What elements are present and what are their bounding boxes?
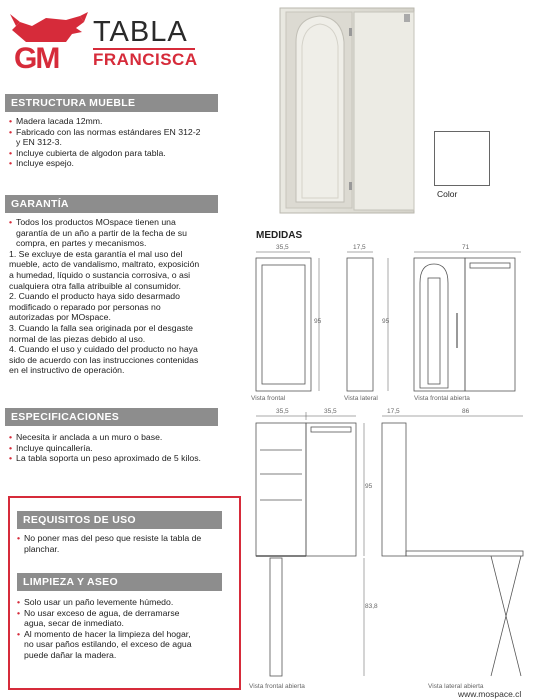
list-item: • Fabricado con las normas estándares EN 312-2 y EN 312-3. [9, 126, 201, 148]
list-item: • Al momento de hacer la limpieza del hogar, no usar paños estilando, el exceso de agua puede dañar la madera. [17, 628, 192, 660]
especificaciones-list [9, 432, 239, 464]
list-item: • Incluye quincallería. [9, 442, 93, 453]
dim-side-width: 17,5 [353, 244, 366, 251]
section-header-requisitos: REQUISITOS DE USO [17, 511, 222, 529]
estructura-list [9, 116, 234, 169]
garantia-conditions: 1. Se excluye de esta garantía el mal uso del mueble, acto de vandalismo, maltrato, exposición a humedad, líquido o sustancia corrosiva, o asi cualquiera otra falla atribuible al consumidor. 2. Cuando el producto haya sido desarmado modificado o reparado por personas no autorizadas por MOspace. 3. Cuando la falla sea originada por el desgaste normal de las piezas debido al uso. 4. Cuando el uso y cuidado del producto no haya sido de acuerdo con las instrucciones contenidas en el instructivo de operación. [9, 248, 200, 376]
list-item: • No poner mas del peso que resiste la tabla de planchar. [17, 533, 202, 554]
dimension-drawings [248, 238, 533, 690]
medidas-title: MEDIDAS [256, 230, 303, 241]
logo-letters: GM [14, 42, 59, 72]
list-item: • Madera lacada 12mm. [9, 116, 103, 126]
caption-front: Vista frontal [251, 395, 286, 402]
dim-front-height: 95 [314, 318, 322, 325]
caption-side-open: Vista lateral abierta [428, 683, 484, 690]
dim-front-width: 35,5 [276, 244, 289, 251]
requisitos-list [17, 533, 232, 554]
list-item: • Incluye espejo. [9, 158, 74, 169]
brand-logo [6, 12, 92, 72]
caption-open: Vista frontal abierta [414, 395, 470, 402]
brand-subtitle: FRANCISCA [93, 50, 198, 69]
section-header-limpieza: LIMPIEZA Y ASEO [17, 573, 222, 591]
list-item: • La tabla soporta un peso aproximado de 5 kilos. [9, 453, 201, 464]
section-header-estructura: ESTRUCTURA MUEBLE [5, 94, 218, 112]
product-photo [276, 2, 420, 216]
garantia-text [9, 217, 244, 376]
brand-title: TABLA [93, 16, 188, 48]
list-item: • Todos los productos MOspace tienen una garantía de un año a partir de la fecha de su compra, en partes y mecanismos. [9, 217, 187, 249]
color-swatch [434, 131, 490, 186]
dim-side-depth: 17,5 [387, 408, 400, 415]
list-item: • Incluye cubierta de algodon para tabla. [9, 147, 166, 158]
list-item: • Solo usar un paño levemente húmedo. [17, 597, 174, 607]
dim-open-a: 35,5 [276, 408, 289, 415]
dim-side-ext: 86 [462, 408, 470, 415]
caption-front-open: Vista frontal abierta [249, 683, 305, 690]
list-item: • No usar exceso de agua, de derramarse agua, secar de inmediato. [17, 607, 180, 629]
dim-leg-height: 83,8 [365, 603, 378, 610]
color-label: Color [437, 189, 458, 199]
dim-open-b: 35,5 [324, 408, 337, 415]
caption-side: Vista lateral [344, 395, 378, 402]
section-header-especificaciones: ESPECIFICACIONES [5, 408, 218, 426]
dim-side-height: 95 [382, 318, 390, 325]
list-item: • Necesita ir anclada a un muro o base. [9, 432, 163, 442]
section-header-garantia: GARANTÍA [5, 195, 218, 213]
website-url[interactable]: www.mospace.cl [458, 689, 522, 699]
dim-open-width: 71 [462, 244, 470, 251]
dim-open-height: 95 [365, 483, 373, 490]
limpieza-list [17, 597, 235, 661]
